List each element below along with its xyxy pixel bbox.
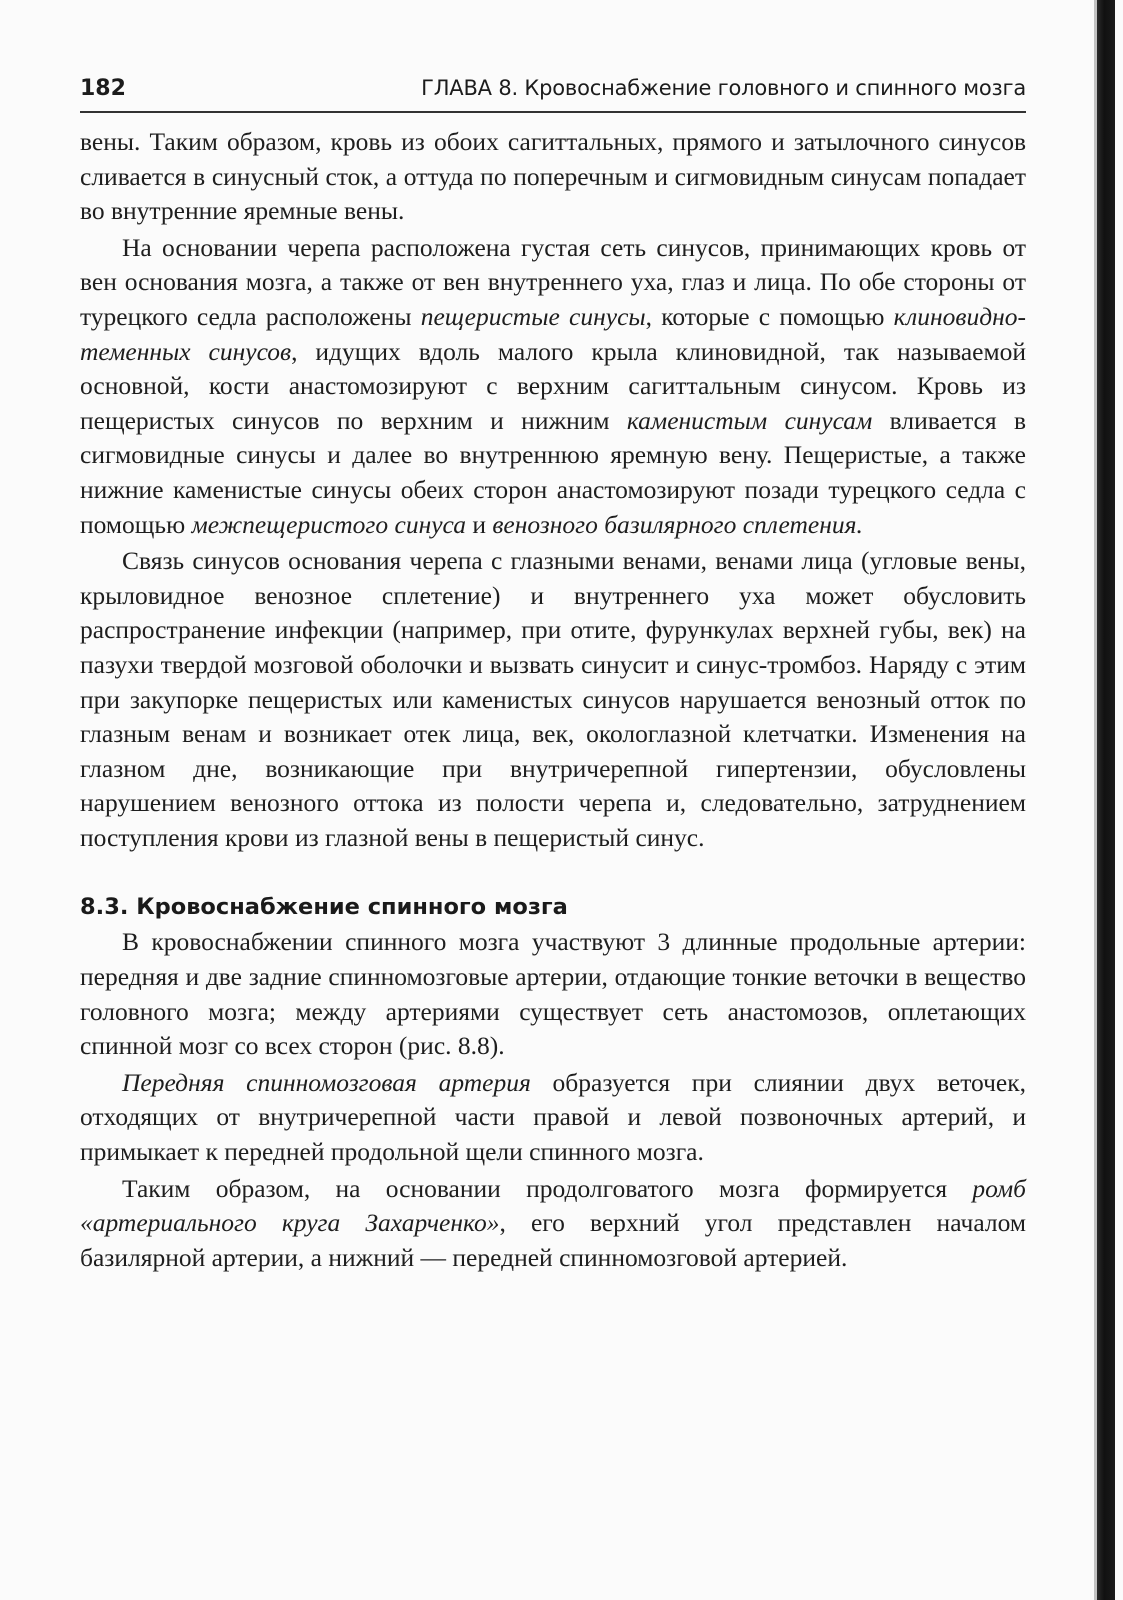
header-rule xyxy=(80,111,1026,113)
page-header xyxy=(80,76,1026,110)
text-run: образуется при слиянии двух веточек, отходящих от внутричерепной части правой и левой позвоночных артерий, и примыкает к передней продольной щели спинного мозга. xyxy=(80,1067,1026,1167)
paragraph-2 xyxy=(80,231,1026,542)
italic-term: венозного базилярного сплетения. xyxy=(492,509,863,539)
text-run: , его верхний угол представлен началом базилярной артерии, а нижний — передней спинномозговой артерией. xyxy=(80,1208,1026,1272)
italic-term: ромб «артериального круга Захарченко» xyxy=(80,1173,1026,1238)
page-number: 182 xyxy=(80,76,126,101)
text-run: Таким образом, на основании продолговатого мозга формируется xyxy=(122,1173,973,1203)
paragraph-6 xyxy=(80,1172,1026,1276)
paragraph-5 xyxy=(80,1066,1026,1170)
paragraph-3: Связь синусов основания черепа с глазными венами, венами лица (угловые вены, крыловидное венозное сплетение) и внутреннего уха может обусловить распространение инфекции (например, при отите, фурункулах верхней губы, век) на пазухи твердой мозговой оболочки и вызвать синусит и синус-тромбоз. Наряду с этим при закупорке пещеристых или каменистых синусов нарушается венозный отток по глазным венам и возникает отек лица, век, окологлазной клетчатки. Изменения на глазном дне, возникающие при внутричерепной гипертензии, обусловлены нарушением венозного оттока из полости черепа и, следовательно, затруднением поступления крови из глазной вены в пещеристый синус. xyxy=(80,546,1026,852)
italic-term: каменистым синусам xyxy=(626,405,873,435)
italic-term: Передняя спинномозговая артерия xyxy=(122,1067,531,1097)
text-run: и xyxy=(465,509,493,539)
paragraph-4: В кровоснабжении спинного мозга участвуют 3 длинные продольные артерии: передняя и две задние спинномозговые артерии, отдающие тонкие веточки в вещество головного мозга; между артериями существует сеть анастомозов, оплетающих спинной мозг со всех сторон (рис. 8.8). xyxy=(80,927,1026,1061)
book-spine xyxy=(1097,0,1115,1600)
page-body xyxy=(80,125,1026,1275)
section-heading: 8.3. Кровоснабжение спинного мозга xyxy=(80,894,568,921)
paragraph-1: вены. Таким образом, кровь из обоих сагиттальных, прямого и затылочного синусов сливается в синусный сток, а оттуда по поперечным и сигмовидным синусам попадает во внутренние яремные вены. xyxy=(80,127,1026,226)
text-run: вливается в сигмовидные синусы и далее во внутреннюю яремную вену. Пещеристые, а также нижние каменистые синусы обеих сторон анастомозируют позади турецкого седла с помощью xyxy=(80,405,1026,539)
italic-term: межпещеристого синуса xyxy=(191,509,466,539)
text-run: , идущих вдоль малого крыла клиновидной, так называемой основной, кости анастомозируют с верхним сагиттальным синусом. Кровь из пещеристых синусов по верхним и нижним xyxy=(80,336,1026,435)
italic-term: пещеристые синусы xyxy=(420,301,646,331)
italic-term: клиновидно-теменных синусов xyxy=(80,301,1026,366)
text-run: , которые с помощью xyxy=(645,301,894,331)
text-run: На основании черепа расположена густая сеть синусов, принимающих кровь от вен основания мозга, а также от вен внутреннего уха, глаз и лица. По обе стороны от турецкого седла расположены xyxy=(80,232,1026,331)
running-head: ГЛАВА 8. Кровоснабжение головного и спинного мозга xyxy=(421,76,1026,100)
